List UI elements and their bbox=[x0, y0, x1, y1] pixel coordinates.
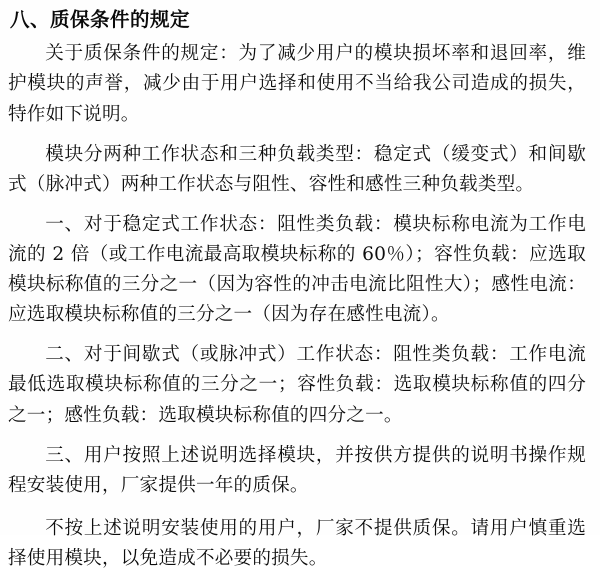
spacer bbox=[8, 433, 586, 441]
paragraph-4: 二、对于间歇式（或脉冲式）工作状态：阻性类负载：工作电流最低选取模块标称值的三分之一；容性负载：选取模块标称值的四分之一；感性负载：选取模块标称值的四分之一。 bbox=[8, 344, 586, 426]
spacer bbox=[8, 332, 586, 340]
paragraph-5: 三、用户按照上述说明选择模块，并按供方提供的说明书操作规程安装使用，厂家提供一年的质保。 bbox=[8, 444, 586, 496]
spacer bbox=[8, 132, 586, 140]
paragraph-1: 关于质保条件的规定：为了减少用户的模块损坏率和退回率，维护模块的声誉，减少由于用户选择和使用不当给我公司造成的损失，特作如下说明。 bbox=[8, 43, 586, 125]
paragraph-3: 一、对于稳定式工作状态：阻性类负载：模块标称电流为工作电流的 2 倍（或工作电流最高取模块标称的 60％）；容性负载：应选取模块标称值的三分之一（因为容性的冲击电流比阻性大）；感性电流：应选取模块标称值的三分之一（因为存在感性电流）。 bbox=[8, 213, 586, 326]
spacer bbox=[8, 503, 586, 514]
paragraph-2: 模块分两种工作状态和三种负载类型：稳定式（缓变式）和间歇式（脉冲式）两种工作状态与阻性、容性和感性三种负载类型。 bbox=[8, 143, 586, 195]
page-title: 八、质保条件的规定 bbox=[10, 8, 191, 31]
spacer bbox=[8, 202, 586, 210]
paragraph-6: 不按上述说明安装使用的用户，厂家不提供质保。请用户慎重选择使用模块，以免造成不必要的损失。 bbox=[8, 517, 586, 570]
